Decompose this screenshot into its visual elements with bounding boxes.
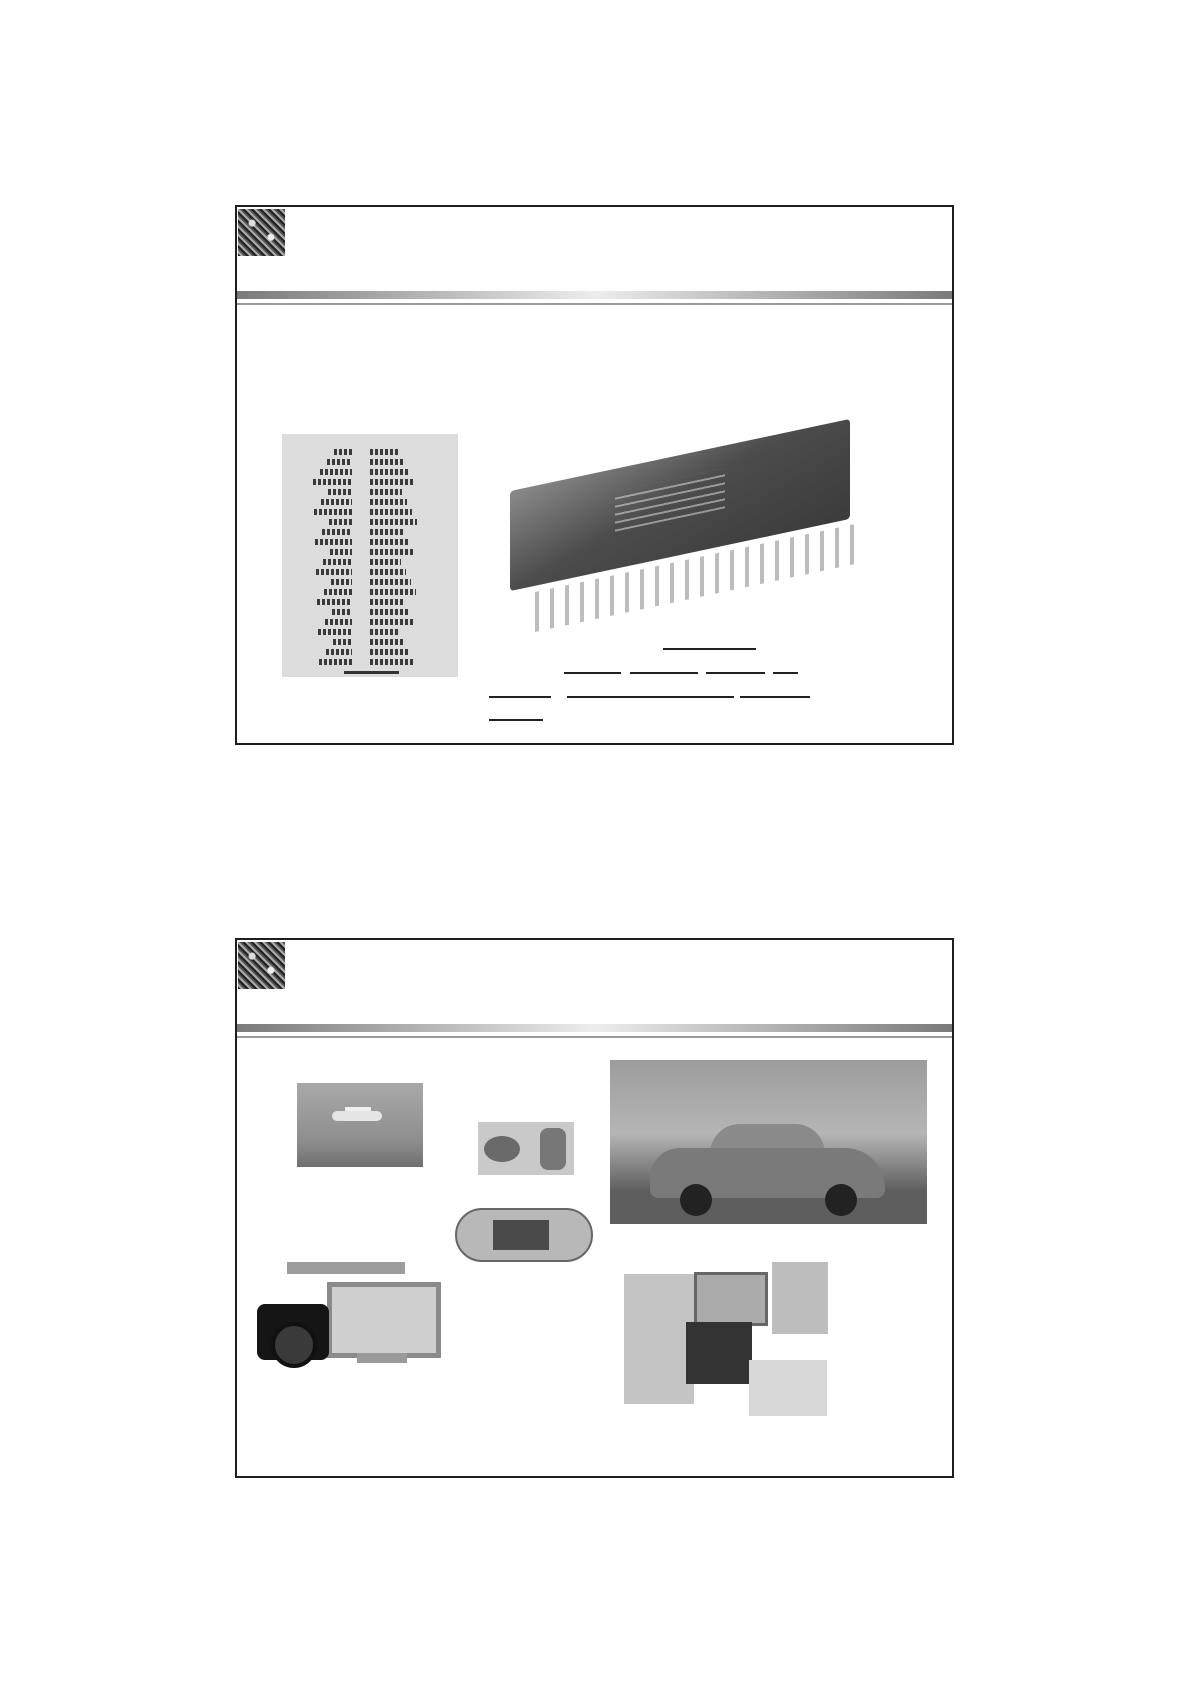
pinout-left-label	[319, 659, 352, 665]
appliance-box	[749, 1360, 827, 1416]
camera-lens	[271, 1322, 317, 1368]
pinout-left-label	[318, 629, 352, 635]
refrigerator	[624, 1274, 694, 1404]
pinout-left-label	[332, 609, 352, 615]
pinout-right-label	[370, 579, 411, 585]
pinout-row	[282, 548, 458, 557]
pinout-left-label	[334, 449, 352, 455]
logo	[238, 942, 285, 989]
car-wheel	[680, 1184, 712, 1216]
pinout-left-label	[333, 639, 352, 645]
pinout-right-label	[370, 499, 407, 505]
pinout-row	[282, 578, 458, 587]
pinout-row	[282, 568, 458, 577]
pinout-left-label	[324, 589, 352, 595]
pinout-right-label	[370, 569, 406, 575]
pinout-row	[282, 508, 458, 517]
microprocessor-chip-photo	[495, 440, 875, 600]
caption-link[interactable]	[706, 672, 765, 674]
pinout-right-label	[370, 539, 409, 545]
car-electronics-photo	[610, 1060, 927, 1224]
pinout-right-label	[370, 609, 408, 615]
pinout-right-label	[370, 549, 414, 555]
washing-machine	[772, 1262, 828, 1334]
pinout-right-label	[370, 469, 410, 475]
car-wheel	[825, 1184, 857, 1216]
pinout-right-label	[370, 519, 417, 525]
pinout-left-label	[315, 539, 352, 545]
pinout-row	[282, 638, 458, 647]
home-appliances-photo	[624, 1262, 829, 1425]
caption-link[interactable]	[567, 696, 734, 698]
pinout-diagram	[282, 434, 458, 677]
pinout-right-label	[370, 619, 413, 625]
pinout-left-label	[331, 579, 352, 585]
pinout-row	[282, 628, 458, 637]
pinout-right-label	[370, 459, 405, 465]
pinout-right-label	[370, 509, 412, 515]
stove-top	[686, 1322, 752, 1384]
caption-link[interactable]	[740, 696, 810, 698]
pinout-right-label	[370, 589, 416, 595]
pinout-right-label	[370, 599, 403, 605]
microwave	[694, 1272, 768, 1326]
pinout-row	[282, 618, 458, 627]
pinout-left-label	[329, 519, 352, 525]
pinout-left-label	[321, 499, 352, 505]
pinout-row	[282, 648, 458, 657]
caption-link[interactable]	[663, 648, 756, 650]
pinout-row	[282, 458, 458, 467]
handheld-console-photo	[455, 1208, 593, 1262]
pinout-row	[282, 528, 458, 537]
pinout-row	[282, 478, 458, 487]
pinout-underline	[344, 671, 399, 674]
pinout-right-label	[370, 649, 410, 655]
console-screen	[493, 1220, 549, 1250]
pinout-row	[282, 468, 458, 477]
caption-link[interactable]	[489, 719, 543, 721]
tv-stand	[357, 1353, 407, 1363]
caption-link[interactable]	[489, 696, 551, 698]
pinout-left-label	[317, 599, 352, 605]
uav-photo	[297, 1083, 423, 1167]
pinout-row	[282, 588, 458, 597]
pinout-left-label	[320, 469, 352, 475]
pinout-left-label	[314, 509, 352, 515]
pinout-left-label	[313, 479, 352, 485]
pinout-left-label	[325, 619, 352, 625]
pinout-row	[282, 448, 458, 457]
pinout-left-label	[326, 649, 352, 655]
pinout-row	[282, 498, 458, 507]
pinout-right-label	[370, 489, 402, 495]
pinout-right-label	[370, 529, 404, 535]
robot-figure-toy	[540, 1128, 566, 1170]
tv-dvd-camera-photo	[257, 1262, 447, 1377]
pinout-right-label	[370, 659, 415, 665]
robot-toys-photo	[478, 1122, 574, 1175]
header-rule	[237, 291, 952, 299]
slide-2	[235, 938, 954, 1478]
caption-link[interactable]	[564, 672, 621, 674]
pinout-row	[282, 658, 458, 667]
header-rule-thin	[237, 1036, 952, 1038]
pinout-left-label	[322, 529, 352, 535]
dvd-player	[287, 1262, 405, 1274]
uav-wing	[345, 1107, 371, 1111]
pinout-right-label	[370, 559, 401, 565]
pinout-row	[282, 518, 458, 527]
caption-link[interactable]	[630, 672, 698, 674]
robot-dog-toy	[484, 1136, 520, 1162]
pinout-row	[282, 558, 458, 567]
pinout-right-label	[370, 639, 405, 645]
caption-link[interactable]	[773, 672, 798, 674]
pinout-left-label	[330, 549, 352, 555]
slide-1	[235, 205, 954, 745]
pinout-left-label	[323, 559, 352, 565]
uav-plane	[332, 1111, 382, 1121]
header-rule	[237, 1024, 952, 1032]
logo	[238, 209, 285, 256]
pinout-row	[282, 488, 458, 497]
pinout-row	[282, 538, 458, 547]
pinout-row	[282, 598, 458, 607]
flat-tv	[327, 1282, 441, 1358]
pinout-right-label	[370, 449, 400, 455]
pinout-row	[282, 608, 458, 617]
pinout-right-label	[370, 479, 415, 485]
pinout-left-label	[327, 459, 352, 465]
pinout-right-label	[370, 629, 400, 635]
pinout-left-label	[328, 489, 352, 495]
pinout-left-label	[316, 569, 352, 575]
header-rule-thin	[237, 303, 952, 305]
